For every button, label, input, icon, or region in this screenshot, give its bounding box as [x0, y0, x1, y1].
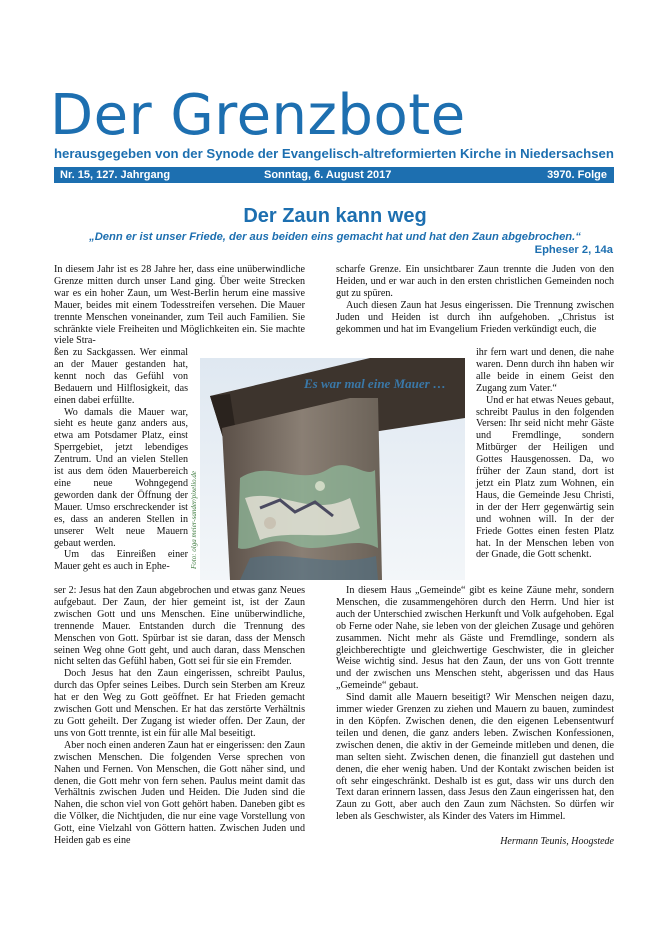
issue-bar — [54, 167, 614, 183]
verse-reference: Epheser 2, 14a — [534, 244, 613, 256]
paragraph: ßen zu Sackgassen. Wer einmal an der Mauer gestanden hat, kennt noch das Gefühl von Bedauern und Hilflosigkeit, das einen dabei erfüllte. — [54, 347, 188, 406]
paragraph: Aber noch einen anderen Zaun hat er eingerissen: den Zaun zwischen Menschen. Die folgenden Verse sprechen von Nahen und Fernen. Von Menschen, die Gott näher sind, und denen, die Gott mehr von fern sehen. Paulus meint damit das Verhältnis zwischen Juden und Heiden. Die Juden sind die Nahen, die schon viel von Gott gehört haben. Daneben gibt es die Völker, die Nichtjuden, die nur eine vage Vorstellung von Gott, eine Vielzahl von Göttern hatten. Zwischen Juden und Heiden gab es eine — [54, 739, 305, 847]
issue-count: 3970. Folge — [547, 169, 607, 181]
paragraph: Und er hat etwas Neues gebaut, schreibt Paulus in den folgenden Versen: Ihr seid nicht mehr Gäste und Fremdlinge, sondern Mitbürger der Heiligen und Gottes Hausgenossen. Da, wo früher der Zaun stand, dort ist jetzt ein Platz zum Wohnen, ein Haus, die Gemeinde Jesu Christi, in der der Herr gegenwärtig sein und wohnen will. In der der Friede Gottes einen festen Platz hat. In der Menschen leben von der Gnade, die Gott schenkt. — [476, 394, 614, 561]
column-1-top — [54, 264, 305, 347]
article-headline: Der Zaun kann weg — [243, 205, 427, 227]
paragraph: Um das Einreißen einer Mauer geht es auch in Ephe- — [54, 549, 188, 573]
paragraph: ser 2: Jesus hat den Zaun abgebrochen und etwas ganz Neues aufgebaut. Der Zaun, der hier gemeint ist, ist der Zaun zwischen Gott und uns Menschen. Eine unüberwindliche, trennende Mauer. Entstanden durch die Trennung des Menschen von Gott. Spürbar ist sie daran, dass der Mensch seinen Weg ohne Gott geht, und auch daran, dass Menschen nicht selten das Gefühl haben, Gott sei für sie ein Fremder. — [54, 585, 305, 668]
paragraph: ihr fern wart und denen, die nahe waren. Denn durch ihn haben wir alle beide in einem Geist den Zugang zum Vater.“ — [476, 347, 614, 394]
author-signature: Hermann Teunis, Hoogstede — [500, 836, 614, 847]
column-1-narrow — [54, 347, 188, 573]
paragraph: Doch Jesus hat den Zaun eingerissen, schreibt Paulus, durch das Opfer seines Leibes. Durch sein Sterben am Kreuz hat er den Weg zu Gott geöffnet. Er hat Frieden gemacht zwischen Gott und Menschen. Er hat das zerstörte Verhältnis zu Gott geheilt. Der Zugang ist wieder offen. Der Zaun, der uns von Gott trennte, ist ein für alle Mal beseitigt. — [54, 668, 305, 739]
column-1-bottom — [54, 585, 305, 847]
photo-credit: Foto: olga meier-sander/pixelio.de — [190, 470, 198, 569]
paragraph: Auch diesen Zaun hat Jesus eingerissen. Die Trennung zwischen Juden und Heiden ist durch ihn aufgehoben. „Christus ist gekommen und hat im Evangelium Frieden verkündigt euch, die — [336, 299, 614, 335]
masthead-title: Der Grenzbote — [50, 83, 466, 148]
issue-number: Nr. 15, 127. Jahrgang — [60, 169, 171, 181]
paragraph: scharfe Grenze. Ein unsichtbarer Zaun trennte die Juden von den Heiden, und er war auch in den ersten christlichen Gemeinden noch gut zu spüren. — [336, 264, 614, 299]
paragraph: In diesem Jahr ist es 28 Jahre her, dass eine unüberwindliche Grenze mitten durch unser Land ging. Über weite Strecken war es ein hoher Zaun, um West-Berlin herum eine massive Mauer, beides mit einem Todesstreifen versehen. Die Mauer trennte Menschen voneinander, zum Teil auch Familien. Sie schränkte viele Freiheiten und Möglichkeiten ein. Sie machte viele Stra- — [54, 264, 305, 347]
masthead-subtitle: herausgegeben von der Synode der Evangelisch-altreformierten Kirche in Niedersachsen — [54, 146, 614, 161]
issue-date: Sonntag, 6. August 2017 — [264, 169, 392, 181]
column-2-narrow — [476, 347, 614, 561]
paragraph: Sind damit alle Mauern beseitigt? Wir Menschen neigen dazu, immer wieder Grenzen zu ziehen und Mauern zu bauen, zumindest in den Köpfen. Zwischen denen, die den eigenen Lebensentwurf teilen und denen, die ganz anders leben. Zwischen Konfessionen, zwischen denen, die aktiv in der Gemeinde mitleben und denen, die man selten sieht. Zwischen denen, die finanziell gut dastehen und denen, die eher wenig haben. Und der Kontakt zwischen beiden ist oft sehr eingeschränkt. Deshalb ist es gut, dass wir uns durch den Text daran erinnern lassen, dass Jesus den Zaun eingerissen hat, den Zaun zu Gott, aber auch den Zaun zum Nächsten. So dürfen wir leben als Geschwister, als Kinder des Vaters im Himmel. — [336, 692, 614, 823]
column-2-top — [336, 264, 614, 335]
paragraph: Wo damals die Mauer war, sieht es heute ganz anders aus, etwa am Potsdamer Platz, einst Sperrgebiet, jetzt lebendiges Zentrum. Und an vielen Stellen ist aus dem öden Mauerbereich eine neue Wohngegend geworden dank der Öffnung der Mauer. Umso erschreckender ist es, dass an anderen Stellen in unserer Welt neue Mauern gebaut werden. — [54, 406, 188, 549]
column-2-bottom — [336, 585, 614, 823]
paragraph: In diesem Haus „Gemeinde“ gibt es keine Zäune mehr, sondern Menschen, die zusammengehören durch den Herrn. Und hier ist auch der Unterschied zwischen Herkunft und Volk aufgehoben. Egal ob Ferne oder Nahe, sie leben von der gleichen Zusage und gehören zusammen. Nicht mehr als Gäste und Fremdlinge, sondern als gleichberechtigte und gleichwertige Geschwister, die in gleicher Weise wichtig sind. Jesus hat den Zaun, der uns von Gott trennte und der zwischen uns Menschen steht, abgerissen und das Haus „Gemeinde“ gebaut. — [336, 585, 614, 692]
photo-caption: Es war mal eine Mauer … — [304, 376, 446, 391]
article-verse: „Denn er ist unser Friede, der aus beiden eins gemacht hat und hat den Zaun abgebrochen.“ — [89, 231, 581, 243]
